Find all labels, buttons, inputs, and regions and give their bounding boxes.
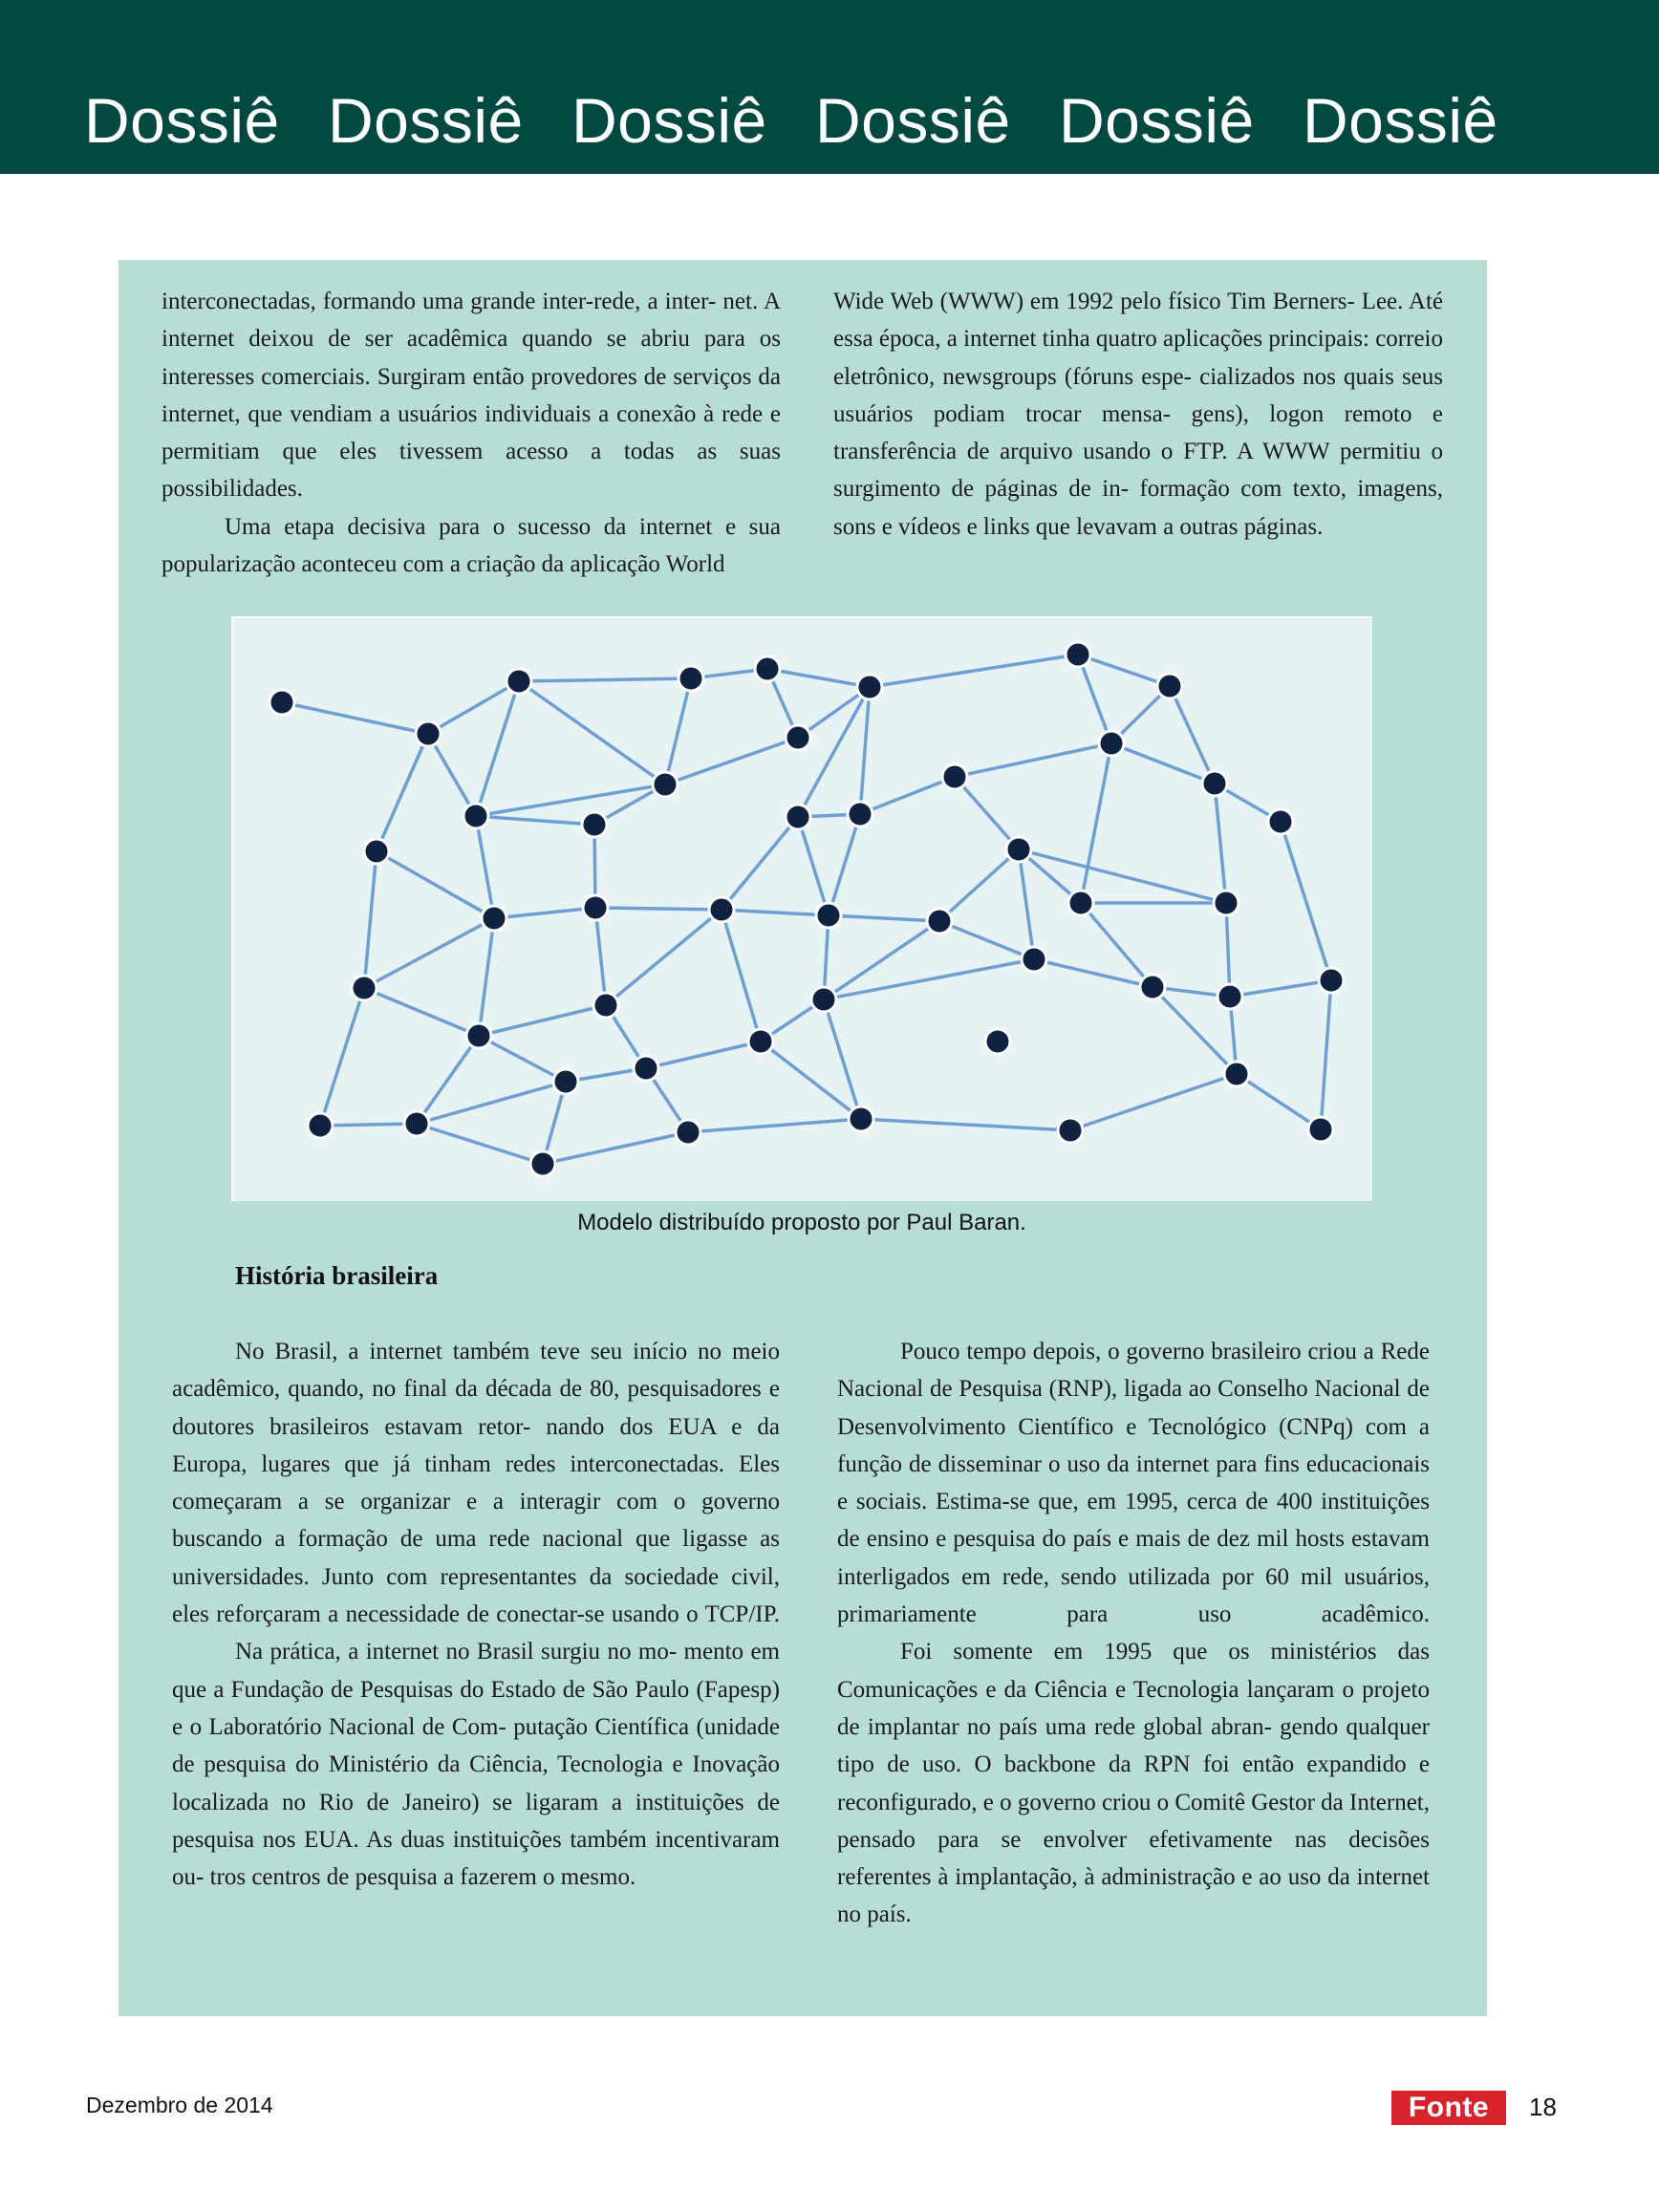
network-node bbox=[1157, 674, 1182, 698]
network-node bbox=[352, 976, 377, 1000]
network-link bbox=[1078, 655, 1111, 743]
network-node bbox=[1319, 968, 1344, 993]
network-link bbox=[1034, 959, 1153, 987]
network-link bbox=[1081, 743, 1111, 903]
network-link bbox=[722, 910, 761, 1042]
network-diagram-figure bbox=[231, 616, 1372, 1201]
article-column-top-left bbox=[162, 283, 781, 583]
network-link bbox=[1019, 849, 1034, 959]
network-node bbox=[942, 764, 967, 789]
network-link bbox=[479, 1036, 566, 1082]
network-link bbox=[1078, 655, 1170, 686]
network-link bbox=[767, 669, 870, 687]
network-node bbox=[416, 721, 441, 746]
network-node bbox=[364, 839, 389, 864]
network-node bbox=[553, 1069, 578, 1094]
network-node bbox=[482, 906, 506, 931]
network-link bbox=[665, 678, 691, 784]
banner-title-row bbox=[84, 84, 1632, 157]
network-link bbox=[870, 655, 1078, 687]
network-link bbox=[428, 734, 476, 816]
network-link bbox=[688, 1119, 861, 1132]
network-link bbox=[417, 1082, 566, 1124]
network-link bbox=[377, 851, 494, 918]
network-node bbox=[848, 802, 873, 827]
banner-word: Dossiê bbox=[328, 85, 524, 156]
network-node bbox=[927, 909, 952, 934]
network-node bbox=[1066, 642, 1090, 667]
network-link bbox=[320, 1124, 417, 1126]
fonte-logo: Fonte bbox=[1391, 2091, 1506, 2125]
network-node bbox=[583, 895, 608, 920]
network-link bbox=[476, 816, 494, 918]
distributed-network-diagram bbox=[233, 618, 1374, 1203]
network-link bbox=[955, 777, 1019, 849]
network-node bbox=[1140, 975, 1165, 999]
network-link bbox=[1226, 903, 1230, 997]
network-node bbox=[1022, 947, 1046, 972]
network-link bbox=[282, 702, 428, 734]
article-column-top-right bbox=[833, 283, 1443, 546]
network-link bbox=[955, 743, 1111, 777]
network-link bbox=[761, 1042, 861, 1119]
network-node bbox=[1058, 1118, 1083, 1143]
network-link bbox=[939, 921, 1034, 959]
network-link bbox=[320, 988, 364, 1126]
network-node bbox=[463, 804, 488, 828]
network-link bbox=[364, 851, 377, 988]
network-link bbox=[1215, 784, 1226, 903]
banner-word: Dossiê bbox=[1303, 85, 1498, 156]
network-node bbox=[530, 1151, 555, 1176]
network-link bbox=[1070, 1074, 1237, 1130]
header-banner bbox=[0, 0, 1659, 174]
page-number: 18 bbox=[1529, 2093, 1557, 2121]
network-node bbox=[506, 669, 531, 694]
paragraph: No Brasil, a internet também teve seu início no meio acadêmico, quando, no final da década de 80, pesquisadores e doutores brasileiros estavam retor- nando dos EUA e da Europa, lugares que já tinham redes interconectadas. Eles começaram a se organizar e a interagir com o governo buscando a formação de uma rede nacional que ligasse as universidades. Junto com representantes da sociedade civil, eles reforçaram a necessidade de conectar-se usando o TCP/IP. bbox=[172, 1339, 780, 1628]
network-node bbox=[748, 1029, 773, 1054]
network-link bbox=[798, 817, 829, 915]
network-link bbox=[829, 814, 860, 915]
banner-word: Dossiê bbox=[571, 85, 767, 156]
network-link bbox=[1230, 980, 1331, 997]
network-node bbox=[755, 656, 780, 681]
network-link bbox=[646, 1042, 761, 1068]
network-node bbox=[786, 725, 810, 750]
network-link bbox=[722, 910, 829, 915]
network-link bbox=[798, 687, 870, 817]
section-heading: História brasileira bbox=[235, 1261, 439, 1290]
network-link bbox=[377, 734, 428, 851]
network-link bbox=[939, 849, 1019, 921]
paragraph: Foi somente em 1995 que os ministérios das Comunicações e da Ciência e Tecnologia lançaram o projeto de implantar no país uma rede global abran- gendo qualquer tipo de uso. O backbone da RPN foi então expandido e reconfigurado, e o governo criou o Comitê Gestor da Internet, pensado para se envolver efetivamente nas decisões referentes à implantação, à administração e ao uso da internet no país. bbox=[837, 1639, 1430, 1928]
network-link bbox=[595, 908, 606, 1005]
network-link bbox=[417, 1124, 543, 1164]
banner-word: Dossiê bbox=[815, 85, 1011, 156]
network-node bbox=[1006, 837, 1031, 862]
network-node bbox=[1214, 891, 1239, 915]
footer-date: Dezembro de 2014 bbox=[86, 2093, 273, 2117]
network-node bbox=[985, 1029, 1010, 1054]
article-column-bottom-right bbox=[837, 1333, 1430, 1934]
network-node bbox=[676, 1120, 700, 1145]
network-link bbox=[1281, 822, 1331, 980]
network-node bbox=[1099, 731, 1124, 756]
network-link bbox=[860, 777, 955, 814]
article-column-bottom-left bbox=[172, 1333, 780, 1896]
network-link bbox=[665, 738, 798, 784]
network-node bbox=[849, 1106, 873, 1131]
network-node bbox=[466, 1023, 491, 1048]
network-link bbox=[494, 908, 595, 918]
network-link bbox=[364, 918, 494, 988]
network-node bbox=[1068, 891, 1093, 915]
network-node bbox=[816, 903, 841, 928]
network-link bbox=[606, 910, 722, 1005]
figure-caption: Modelo distribuído proposto por Paul Baran. bbox=[577, 1210, 1026, 1235]
network-node bbox=[1202, 771, 1227, 796]
network-node bbox=[1224, 1062, 1249, 1086]
network-link bbox=[476, 816, 594, 825]
paragraph: Pouco tempo depois, o governo brasileiro criou a Rede Nacional de Pesquisa (RNP), ligada ao Conselho Nacional de Desenvolvimento Científico e Tecnológico (CNPq) com a função de disseminar o uso da internet para fins educacionais e sociais. Estima-se que, em 1995, cerca de 400 instituições de ensino e pesquisa do país e mais de dez mil hosts estavam interligados em rede, sendo utilizada por 60 mil usuários, primariamente para uso acadêmico. bbox=[837, 1339, 1430, 1628]
paragraph: Wide Web (WWW) em 1992 pelo físico Tim Berners- Lee. Até essa época, a internet tinha quatro aplicações principais: correio eletrônico, newsgroups (fóruns espe- cializados nos quais seus usuários podiam trocar mensa- gens), logon remoto e transferência de arquivo usando o FTP. A WWW permitiu o surgimento de páginas de in- formação com texto, imagens, sons e vídeos e links que levavam a outras páginas. bbox=[833, 289, 1443, 540]
network-node bbox=[582, 812, 607, 837]
network-link bbox=[519, 678, 691, 681]
paragraph: Na prática, a internet no Brasil surgiu no mo- mento em que a Fundação de Pesquisas do Estado de São Paulo (Fapesp) e o Laboratório Nacional de Com- putação Científica (unidade de pesquisa do Ministério da Ciência, Tecnologia e Inovação localizada no Rio de Janeiro) se ligaram a instituições de pesquisa nos EUA. As duas instituições também incentivaram ou- tros centros de pesquisa a fazerem o mesmo. bbox=[172, 1639, 780, 1891]
network-node bbox=[653, 772, 678, 797]
network-link bbox=[861, 1119, 1070, 1130]
network-link bbox=[1237, 1074, 1321, 1129]
network-link bbox=[519, 681, 665, 784]
network-node bbox=[269, 690, 294, 715]
network-node bbox=[1217, 984, 1242, 1009]
network-node bbox=[308, 1113, 333, 1138]
network-link bbox=[595, 908, 722, 910]
network-link bbox=[543, 1132, 688, 1164]
network-node bbox=[679, 666, 703, 691]
network-node bbox=[811, 987, 836, 1012]
paragraph: interconectadas, formando uma grande inter-rede, a inter- net. A internet deixou de ser acadêmica quando se abriu para os interesses comerciais. Surgiram então provedores de serviços da internet, que vendiam a usuários individuais a conexão à rede e permitiam que eles tivessem acesso a todas as suas possibilidades. bbox=[162, 289, 781, 503]
paragraph: Uma etapa decisiva para o sucesso da internet e sua popularização aconteceu com a criação da aplicação World bbox=[162, 513, 781, 578]
network-node bbox=[404, 1111, 429, 1136]
network-node bbox=[857, 675, 882, 699]
network-link bbox=[722, 817, 798, 910]
network-node bbox=[593, 993, 618, 1018]
banner-word: Dossiê bbox=[84, 85, 280, 156]
network-link bbox=[829, 915, 939, 921]
network-link bbox=[860, 687, 870, 814]
network-link bbox=[479, 918, 494, 1036]
network-node bbox=[634, 1056, 658, 1081]
network-link bbox=[479, 1005, 606, 1036]
network-node bbox=[709, 897, 734, 922]
network-link bbox=[364, 988, 479, 1036]
banner-word: Dossiê bbox=[1059, 85, 1255, 156]
network-link bbox=[824, 999, 861, 1119]
network-node bbox=[1268, 809, 1293, 834]
network-node bbox=[786, 805, 810, 829]
network-link bbox=[1321, 980, 1331, 1129]
network-node bbox=[1308, 1117, 1333, 1142]
